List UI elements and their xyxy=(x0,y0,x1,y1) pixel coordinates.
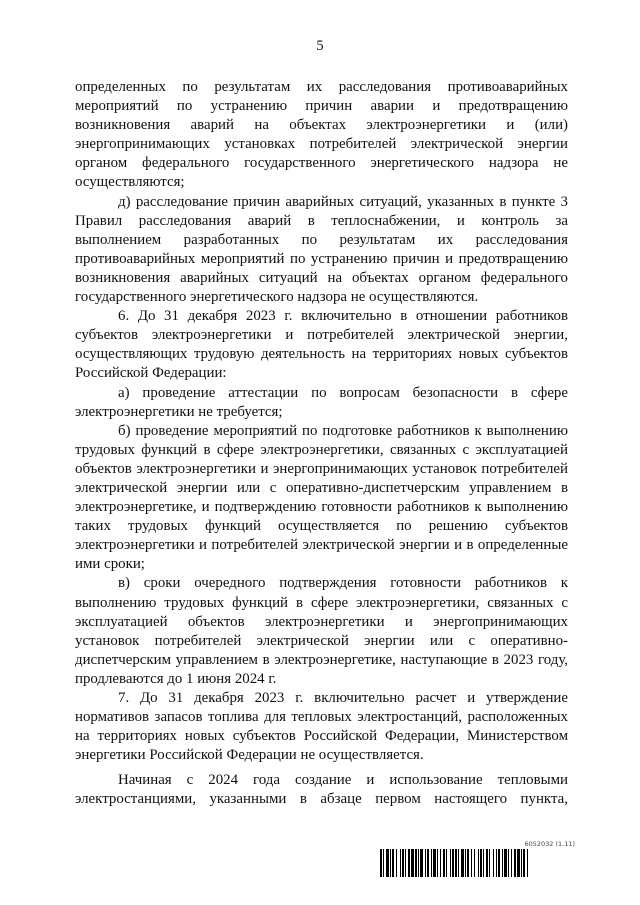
paragraph-a: а) проведение аттестации по вопросам безопасности в сфере электроэнергетики не требуется; xyxy=(75,384,568,420)
paragraph-v: в) сроки очередного подтверждения готовности работников к выполнению трудовых функций в сфере электроэнергетики, связанных с эксплуатацией объектов электроэнергетики и энергопринимающих установок потребителей электрической энергии или с оперативно-диспетчерским управлением в электроэнергетике, наступающие в 2023 году, продлеваются до 1 июня 2024 г. xyxy=(75,575,568,687)
paragraph-item-7-continued: Начиная с 2024 года создание и использование тепловыми электростанциями, указанными в абзаце первом настоящего пункта, xyxy=(75,772,568,808)
page-number: 5 xyxy=(316,38,324,54)
paragraph-b: б) проведение мероприятий по подготовке работников к выполнению трудовых функций в сфере электроэнергетики, связанных с эксплуатацией объектов электроэнергетики и энергопринимающих установок потребителей электрической энергии или с оперативно-диспетчерским управлением в электроэнергетике, и подтверждению готовности работников к выполнению таких трудовых функций осуществляется по решению субъектов электроэнергетики и потребителей электрической энергии и в определенные ими сроки; xyxy=(75,422,568,573)
barcode-graphic xyxy=(380,849,575,877)
paragraph-item-6: 6. До 31 декабря 2023 г. включительно в отношении работников субъектов электроэнергетики и потребителей электрической энергии, осуществляющих трудовую деятельность на территориях новых субъектов Российской Федерации: xyxy=(75,308,568,382)
barcode xyxy=(380,849,575,877)
paragraph-d: д) расследование причин аварийных ситуаций, указанных в пункте 3 Правил расследования аварий в теплоснабжении, и контроль за выполнением разработанных по результатам их расследования противоаварийных мероприятий по устранению причин и предотвращению возникновения аварийных ситуаций на объектах органом федерального государственного энергетического надзора не осуществляются. xyxy=(75,193,568,306)
paragraph-item-7: 7. До 31 декабря 2023 г. включительно расчет и утверждение нормативов запасов топлива для тепловых электростанций, расположенных на территориях новых субъектов Российской Федерации, Министерством энергетики Российской Федерации не осуществляется. xyxy=(75,690,568,764)
paragraph-continuation: определенных по результатам их расследования противоаварийных мероприятий по устранению причин аварии и предотвращению возникновения аварий на объектах электроэнергетики и (или) энергопринимающих установках потребителей электрической энергии органом федерального государственного энергетического надзора не осуществляются; xyxy=(75,79,568,191)
document-stamp xyxy=(380,840,575,877)
document-body xyxy=(75,78,568,810)
stamp-code: 6052032 (1.11) xyxy=(524,840,575,848)
